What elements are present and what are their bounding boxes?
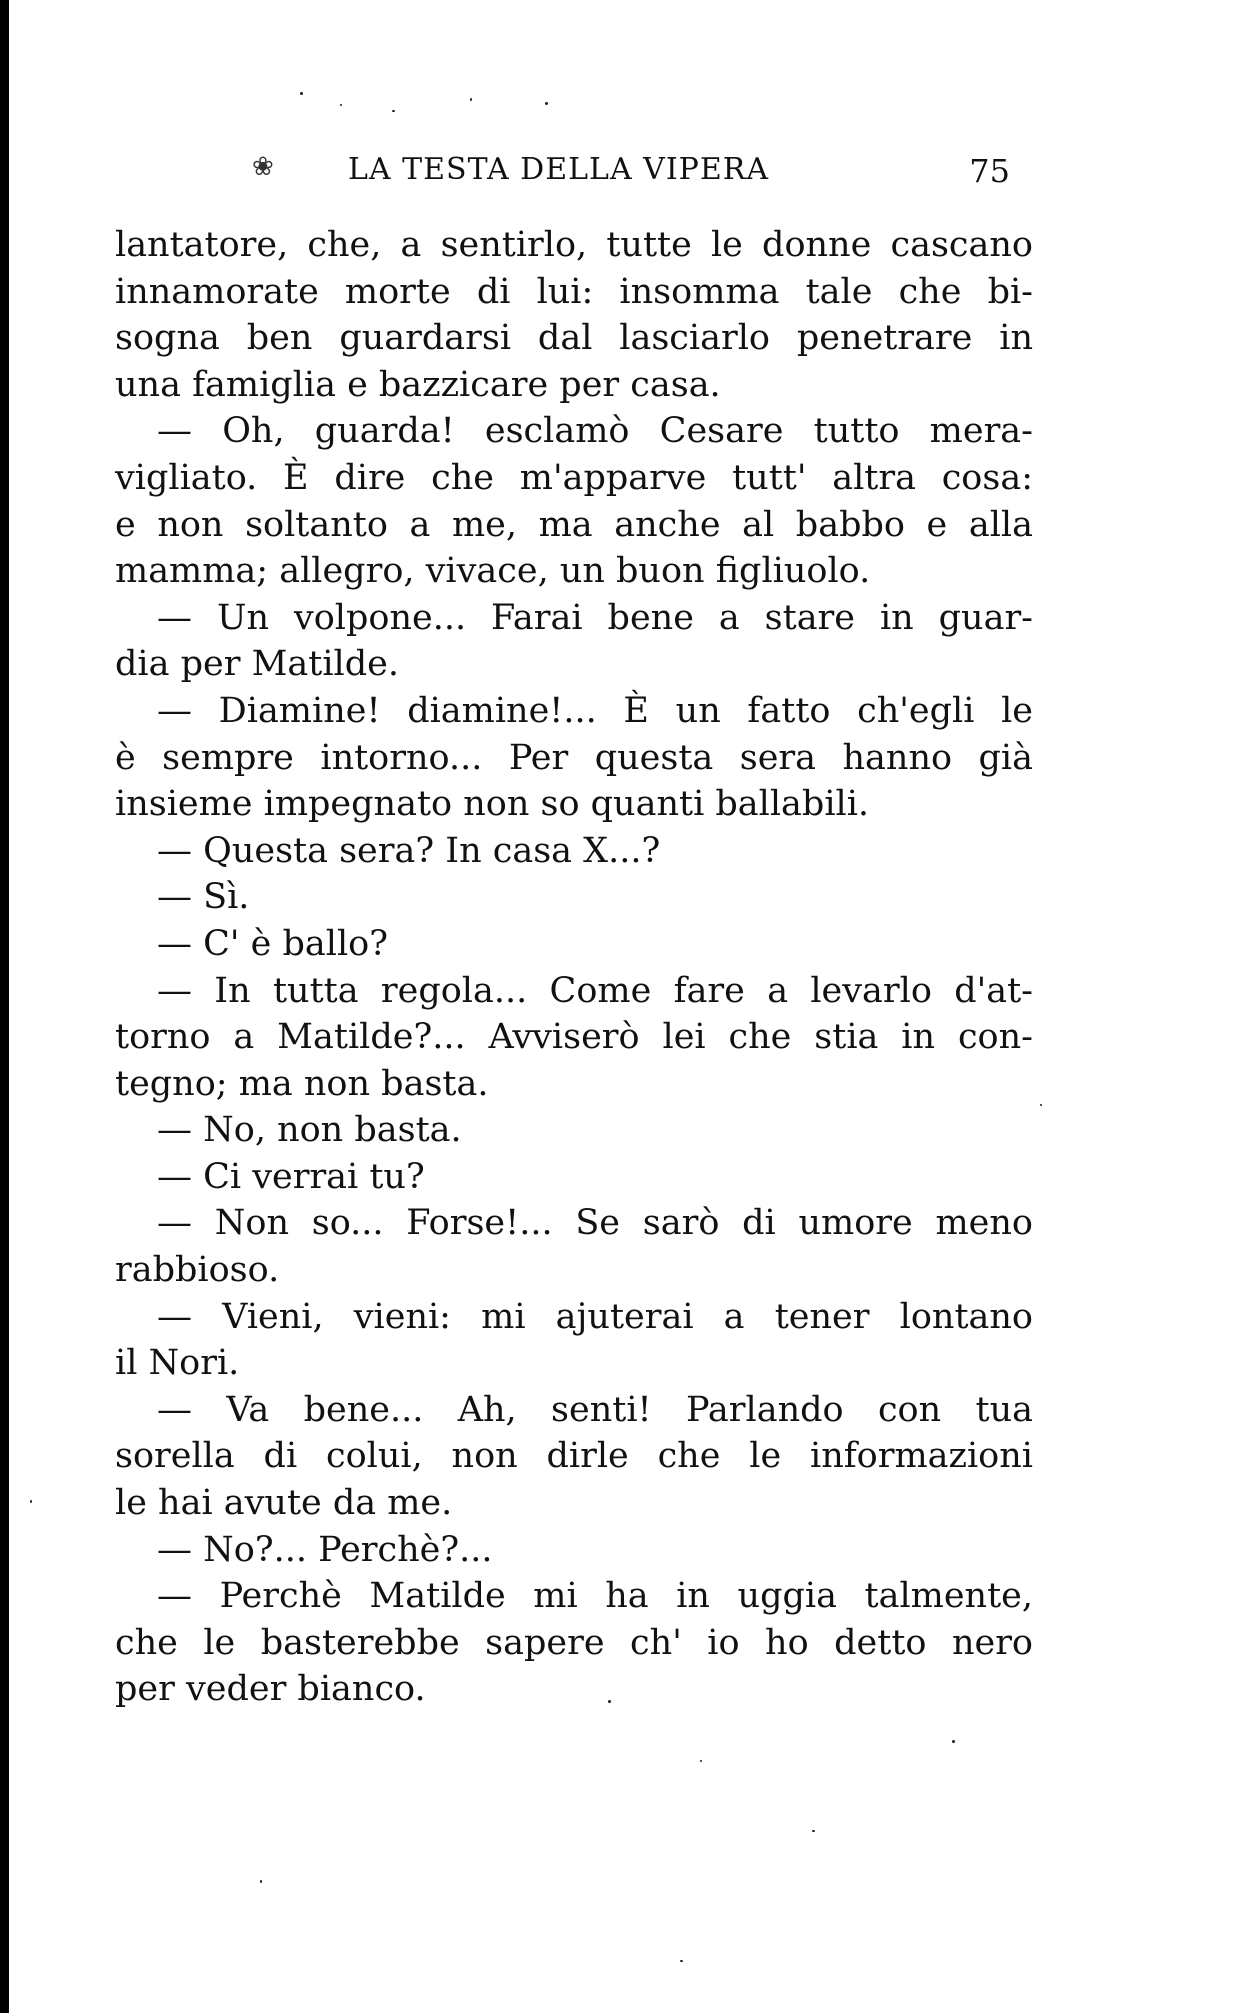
text-line: — Non so... Forse!... Se sarò di umore meno xyxy=(157,1203,1033,1244)
text-line: rabbioso. xyxy=(115,1250,280,1291)
text-line: — Oh, guarda! esclamò Cesare tutto mera- xyxy=(157,411,1033,452)
text-line: — In tutta regola... Come fare a levarlo d'at- xyxy=(157,970,1033,1011)
scan-speck xyxy=(700,1760,702,1762)
text-line: sogna ben guardarsi dal lasciarlo penetrare in xyxy=(115,318,1033,359)
text-line: — Questa sera? In casa X...? xyxy=(157,830,661,871)
text-line: vigliato. È dire che m'apparve tutt' altra cosa: xyxy=(115,457,1033,498)
text-line: che le basterebbe sapere ch' io ho detto nero xyxy=(115,1622,1033,1663)
text-line: tegno; ma non basta. xyxy=(115,1063,489,1104)
text-line: — No?... Perchè?... xyxy=(157,1529,493,1570)
text-line: — Va bene... Ah, senti! Parlando con tua xyxy=(157,1389,1033,1430)
text-line: il Nori. xyxy=(115,1343,240,1384)
scan-speck xyxy=(470,98,472,101)
text-line: le hai avute da me. xyxy=(115,1483,453,1524)
text-line: — Un volpone... Farai bene a stare in guar- xyxy=(157,597,1033,638)
text-line: lantatore, che, a sentirlo, tutte le donne cascano xyxy=(115,225,1033,265)
text-line: — No, non basta. xyxy=(157,1110,462,1151)
text-line: è sempre intorno... Per questa sera hanno già xyxy=(115,737,1033,778)
scan-speck xyxy=(30,1500,32,1503)
text-line: innamorate morte di lui: insomma tale che bi- xyxy=(115,271,1033,312)
text-line: una famiglia e bazzicare per casa. xyxy=(115,364,721,405)
scan-speck xyxy=(1040,1104,1042,1106)
text-line: insieme impegnato non so quanti ballabili. xyxy=(115,784,870,825)
scan-speck xyxy=(260,1880,262,1883)
running-title: LA TESTA DELLA VIPERA xyxy=(348,152,770,187)
scan-speck xyxy=(392,110,395,112)
ornament-icon: ❀ xyxy=(252,152,274,182)
scan-speck xyxy=(952,1740,955,1743)
scan-speck xyxy=(812,1830,815,1832)
text-line: — Vieni, vieni: mi ajuterai a tener lontano xyxy=(157,1296,1033,1337)
text-line: mamma; allegro, vivace, un buon figliuolo. xyxy=(115,551,871,592)
running-header xyxy=(112,152,1030,198)
scan-speck xyxy=(340,104,342,106)
text-line: — Perchè Matilde mi ha in uggia talmente, xyxy=(157,1576,1033,1617)
page-number: 75 xyxy=(969,152,1010,190)
text-line: — Sì. xyxy=(157,877,250,918)
body-text xyxy=(115,222,1033,1713)
scan-speck xyxy=(608,1700,611,1703)
scan-speck xyxy=(545,102,548,105)
text-line: — Diamine! diamine!... È un fatto ch'egli le xyxy=(157,690,1033,731)
text-line: e non soltanto a me, ma anche al babbo e alla xyxy=(115,504,1033,545)
scan-speck xyxy=(680,1960,683,1962)
text-line: sorella di colui, non dirle che le informazioni xyxy=(115,1436,1033,1477)
scan-speck xyxy=(300,92,303,95)
page-edge xyxy=(0,0,9,2013)
text-line: dia per Matilde. xyxy=(115,644,399,685)
text-line: per veder bianco. xyxy=(115,1669,426,1710)
text-line: torno a Matilde?... Avviserò lei che stia in con- xyxy=(115,1017,1033,1058)
text-line: — Ci verrai tu? xyxy=(157,1156,425,1197)
text-line: — C' è ballo? xyxy=(157,923,388,964)
